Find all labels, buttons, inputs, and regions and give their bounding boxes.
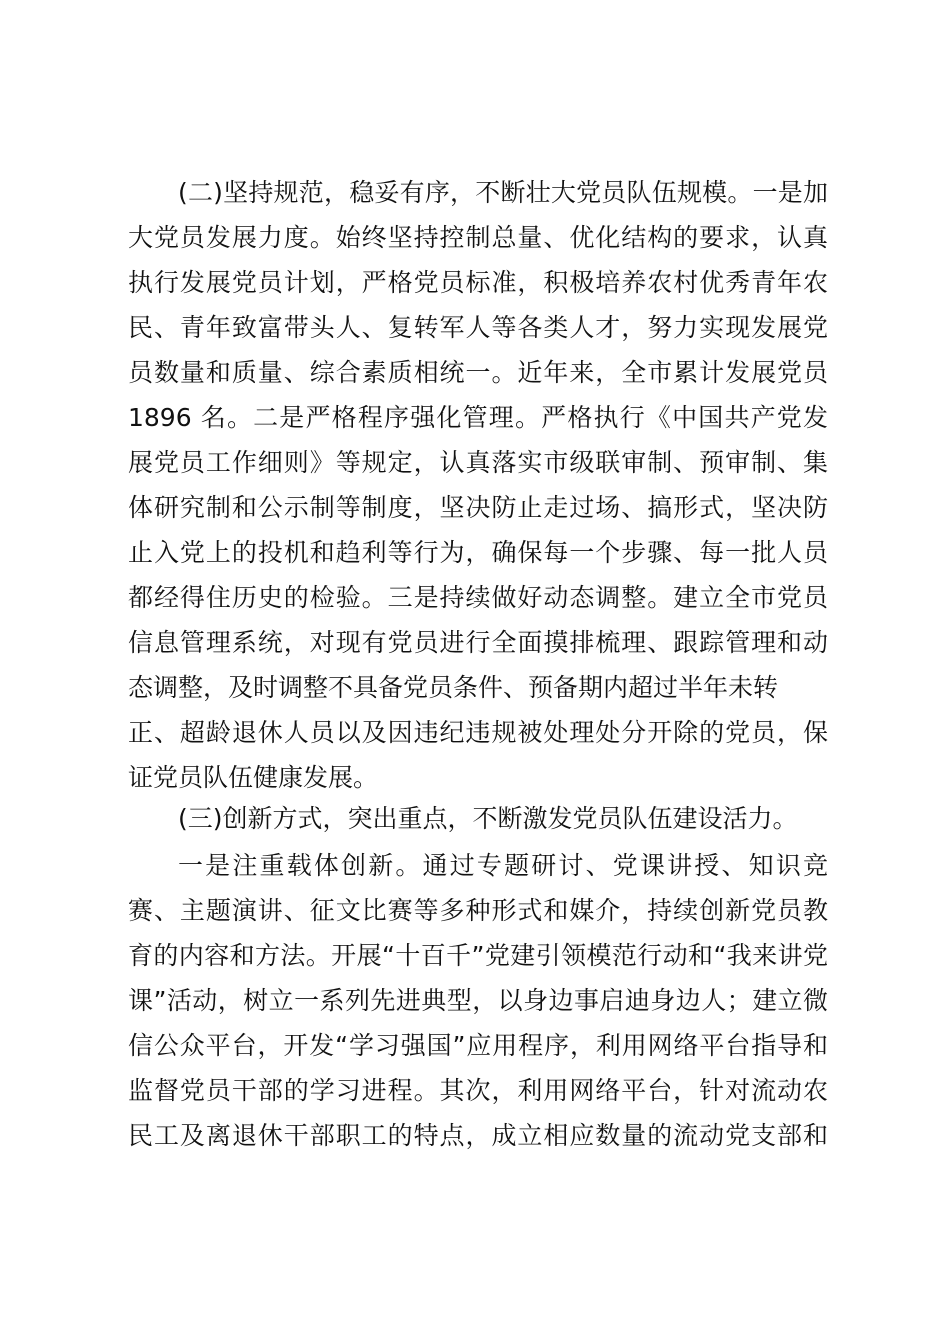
text-line: 都经得住历史的检验。三是持续做好动态调整。建立全市党员 — [128, 583, 828, 612]
text-line: 民、青年致富带头人、复转军人等各类人才，努力实现发展党 — [128, 313, 828, 342]
paragraph-party-member-scale — [128, 170, 828, 800]
section-heading: (三)创新方式，突出重点，不断激发党员队伍建设活力。 — [178, 804, 798, 833]
paragraph-carrier-innovation — [128, 843, 828, 1158]
text-line: 正、超龄退休人员以及因违纪违规被处理处分开除的党员，保 — [128, 718, 828, 747]
text-line: 员数量和质量、综合素质相统一。近年来，全市累计发展党员 — [128, 358, 828, 387]
text-line: 止入党上的投机和趋利等行为，确保每一个步骤、每一批人员 — [128, 538, 828, 567]
text-line: (二)坚持规范，稳妥有序，不断壮大党员队伍规模。一是加 — [178, 178, 828, 207]
text-line: 证党员队伍健康发展。 — [128, 763, 379, 792]
text-line: 信公众平台，开发“学习强国”应用程序，利用网络平台指导和 — [128, 1031, 828, 1060]
text-line: 展党员工作细则》等规定，认真落实市级联审制、预审制、集 — [128, 448, 828, 477]
text-line: 态调整，及时调整不具备党员条件、预备期内超过半年未转 — [128, 673, 779, 702]
text-line: 大党员发展力度。始终坚持控制总量、优化结构的要求，认真 — [128, 223, 828, 252]
text-line: 执行发展党员计划，严格党员标准，积极培养农村优秀青年农 — [128, 268, 828, 297]
text-line: 育的内容和方法。开展“十百千”党建引领模范行动和“我来讲党 — [128, 941, 828, 970]
text-line: 民工及离退休干部职工的特点，成立相应数量的流动党支部和 — [128, 1121, 828, 1150]
text-line: 体研究制和公示制等制度，坚决防止走过场、搞形式，坚决防 — [128, 493, 828, 522]
paragraph-section-heading — [128, 796, 828, 841]
text-line: 赛、主题演讲、征文比赛等多种形式和媒介，持续创新党员教 — [128, 896, 828, 925]
text-line: 监督党员干部的学习进程。其次，利用网络平台，针对流动农 — [128, 1076, 828, 1105]
text-line: 一是注重载体创新。通过专题研讨、党课讲授、知识竞 — [178, 851, 828, 880]
text-line: 课”活动，树立一系列先进典型，以身边事启迪身边人；建立微 — [128, 986, 828, 1015]
text-line: 1896 名。二是严格程序强化管理。严格执行《中国共产党发 — [128, 403, 828, 432]
text-line: 信息管理系统，对现有党员进行全面摸排梳理、跟踪管理和动 — [128, 628, 828, 657]
